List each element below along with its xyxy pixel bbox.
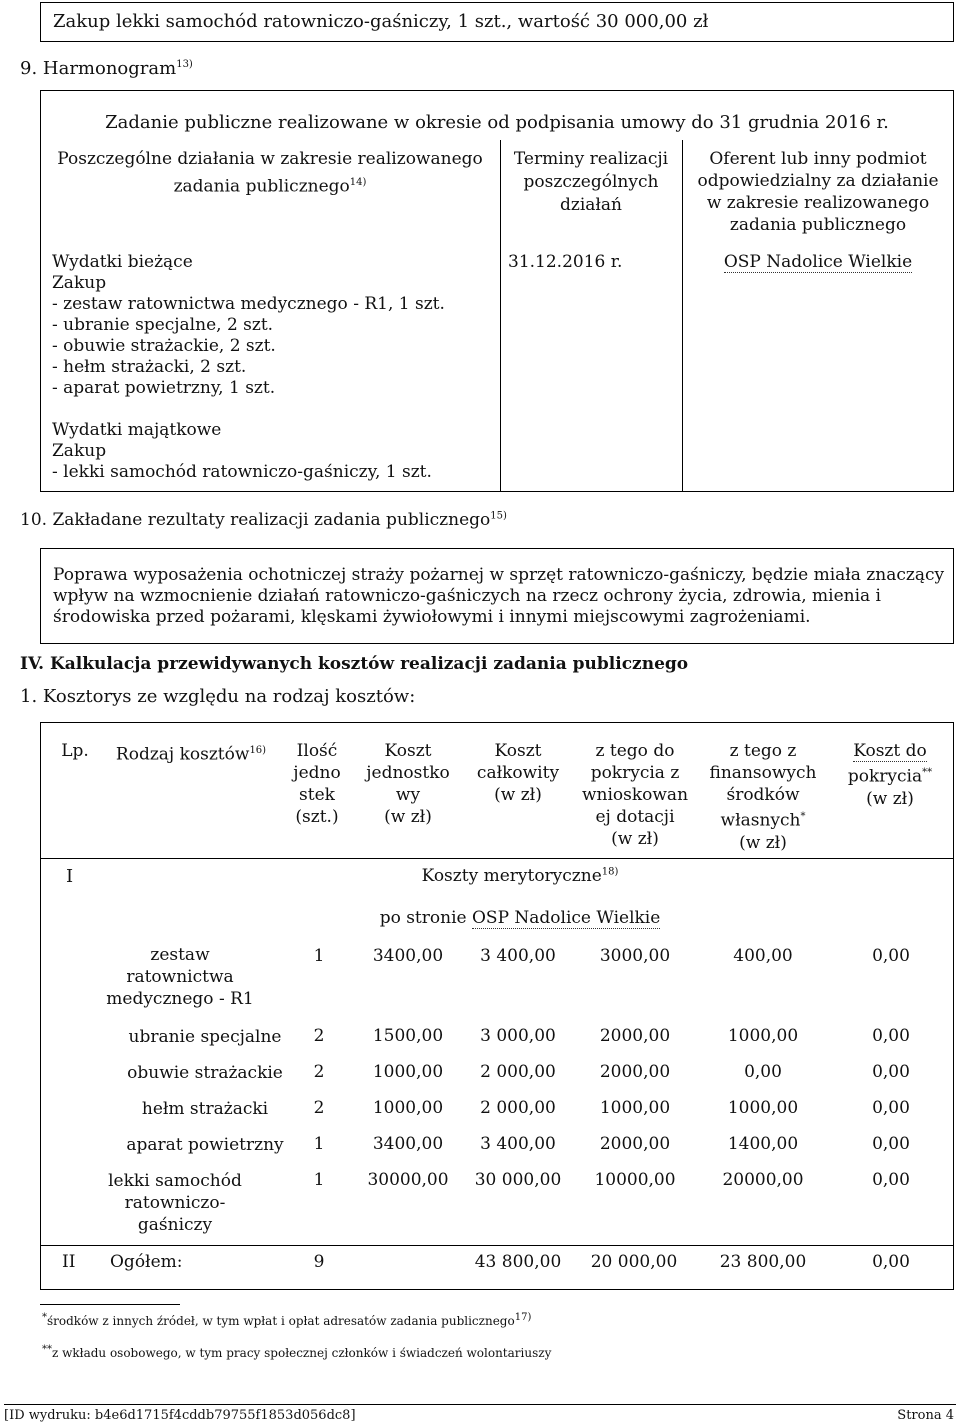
current-line: Zakup xyxy=(52,273,107,293)
col1-header-line1: Poszczególne działania w zakresie realizowanego xyxy=(57,149,483,169)
row-total: 2 000,00 xyxy=(480,1062,556,1082)
summary-other: 0,00 xyxy=(872,1252,910,1272)
row-unit: 1000,00 xyxy=(372,1098,444,1118)
row-qty: 1 xyxy=(313,946,325,966)
row-name-line: zestaw xyxy=(150,945,210,965)
col3-header-line2: odpowiedzialny za działanie xyxy=(697,171,939,191)
row-total: 3 000,00 xyxy=(480,1026,556,1046)
row-unit: 1500,00 xyxy=(372,1026,444,1046)
header-grant xyxy=(574,740,696,850)
capital-line: Zakup xyxy=(52,441,107,461)
row-own: 20000,00 xyxy=(722,1170,804,1190)
header-grant-line: pokrycia z xyxy=(590,763,680,783)
results-line: środowiska przed pożarami, klęskami żywiołowymi i innymi miejscowymi zagrożeniami. xyxy=(53,607,811,627)
row-name-line: medycznego - R1 xyxy=(106,989,254,1009)
page-number: Strona 4 xyxy=(897,1408,954,1423)
schedule-col2-header xyxy=(500,148,682,217)
results-line: Poprawa wyposażenia ochotniczej straży pożarnej w sprzęt ratowniczo-gaśniczy, będzie miała znaczący xyxy=(53,565,945,585)
row-own: 1000,00 xyxy=(727,1026,799,1046)
schedule-col3-header xyxy=(682,148,954,236)
header-qty-line: Ilość xyxy=(296,741,338,761)
footnote-2-text: z wkładu osobowego, w tym pracy społecznej członków i świadczeń wolontariuszy xyxy=(52,1346,552,1360)
summary-label: Ogółem: xyxy=(110,1252,183,1272)
summary-qty: 9 xyxy=(313,1252,325,1272)
row-own: 1400,00 xyxy=(727,1134,799,1154)
section-10-sup: 15) xyxy=(490,510,507,522)
cost-table-sep xyxy=(40,858,954,859)
header-cover-line2-text: pokrycia xyxy=(847,766,923,787)
row-grant: 1000,00 xyxy=(599,1098,671,1118)
row-grant: 10000,00 xyxy=(594,1170,676,1190)
col1-header-line2 xyxy=(40,171,500,199)
col1-header-sup: 14) xyxy=(349,177,367,188)
top-summary-text: Zakup lekki samochód ratowniczo-gaśniczy, 1 szt., wartość 30 000,00 zł xyxy=(53,11,709,32)
section-i-number: I xyxy=(66,866,74,887)
row-unit: 3400,00 xyxy=(372,1134,444,1154)
row-total: 2 000,00 xyxy=(480,1098,556,1118)
header-own-line xyxy=(700,806,826,832)
row-total: 3 400,00 xyxy=(480,1134,556,1154)
row-grant: 2000,00 xyxy=(599,1134,671,1154)
header-cover xyxy=(830,740,950,810)
footnote-1-text: środków z innych źródeł, w tym wpłat i opłat adresatów zadania publicznego xyxy=(47,1314,515,1328)
header-own xyxy=(700,740,826,854)
row-name xyxy=(100,1170,250,1236)
col3-header-line4: zadania publicznego xyxy=(729,215,907,235)
header-cover-line1 xyxy=(830,740,950,762)
section-10-title-text: 10. Zakładane rezultaty realizacji zadania publicznego xyxy=(20,510,491,530)
print-id: [ID wydruku: b4e6d1715f4cddb79755f1853d056dc8] xyxy=(4,1408,356,1423)
section-iv-subtitle: 1. Kosztorys ze względu na rodzaj kosztów: xyxy=(20,686,416,707)
row-qty: 1 xyxy=(313,1170,325,1190)
row-other: 0,00 xyxy=(872,1098,910,1118)
subsection-org: OSP Nadolice Wielkie xyxy=(471,908,661,928)
row-name-line: ratownictwa xyxy=(126,967,234,987)
row-total: 3 400,00 xyxy=(480,946,556,966)
row-grant: 3000,00 xyxy=(599,946,671,966)
row-qty: 2 xyxy=(313,1062,325,1082)
section-9-title xyxy=(20,58,193,79)
summary-grant: 20 000,00 xyxy=(590,1252,678,1272)
header-cover-sup: ** xyxy=(922,767,933,778)
header-grant-line: (w zł) xyxy=(611,829,659,849)
header-total-line: całkowity xyxy=(476,763,560,783)
row-other: 0,00 xyxy=(872,946,910,966)
row-total: 30 000,00 xyxy=(474,1170,562,1190)
row-qty: 1 xyxy=(313,1134,325,1154)
footnote-2-mark: ** xyxy=(42,1344,52,1355)
header-cover-line2 xyxy=(830,762,950,788)
current-line: - hełm strażacki, 2 szt. xyxy=(52,357,247,377)
current-line: - obuwie strażackie, 2 szt. xyxy=(52,336,276,356)
section-i-title xyxy=(340,866,700,886)
current-line: Wydatki bieżące xyxy=(52,252,193,272)
schedule-period: Zadanie publiczne realizowane w okresie od podpisania umowy do 31 grudnia 2016 r. xyxy=(105,112,889,133)
section-iv-title: IV. Kalkulacja przewidywanych kosztów realizacji zadania publicznego xyxy=(20,654,689,674)
row-name: aparat powietrzny xyxy=(126,1135,284,1155)
header-own-line: z tego z xyxy=(729,741,797,761)
schedule-date: 31.12.2016 r. xyxy=(508,252,623,272)
col2-header-line1: Terminy realizacji xyxy=(513,149,669,169)
section-10-title xyxy=(20,510,507,530)
results-text xyxy=(53,565,944,628)
header-own-line: finansowych xyxy=(709,763,817,783)
row-unit: 30000,00 xyxy=(367,1170,449,1190)
header-type xyxy=(106,740,276,766)
col2-header-line2: poszczególnych xyxy=(523,172,659,192)
row-grant: 2000,00 xyxy=(599,1062,671,1082)
section-9-title-text: 9. Harmonogram xyxy=(20,58,177,79)
header-lp: Lp. xyxy=(61,741,89,761)
header-total-line: Koszt xyxy=(494,741,542,761)
section-i-sup: 18) xyxy=(601,866,619,878)
row-grant: 2000,00 xyxy=(599,1026,671,1046)
header-own-line4: własnych xyxy=(720,810,801,831)
footnote-separator xyxy=(40,1304,180,1305)
current-line: - ubranie specjalne, 2 szt. xyxy=(52,315,274,335)
current-expenses-list xyxy=(52,252,445,399)
row-other: 0,00 xyxy=(872,1170,910,1190)
header-grant-line: z tego do xyxy=(595,741,675,761)
header-own-line: środków xyxy=(726,785,800,805)
schedule-col1-header xyxy=(40,148,500,199)
row-name-line: lekki samochód xyxy=(108,1171,242,1191)
header-cover-line1-text: Koszt do xyxy=(853,741,927,761)
header-qty xyxy=(280,740,354,828)
row-qty: 2 xyxy=(313,1098,325,1118)
header-type-sup: 16) xyxy=(249,745,267,756)
header-qty-line: (szt.) xyxy=(295,807,339,827)
row-name: obuwie strażackie xyxy=(127,1063,283,1083)
footnote-1 xyxy=(42,1312,531,1328)
responsible-org: OSP Nadolice Wielkie xyxy=(723,252,913,272)
header-unit-line: (w zł) xyxy=(384,807,432,827)
footnote-1-sup: 17) xyxy=(514,1312,532,1323)
row-qty: 2 xyxy=(313,1026,325,1046)
row-own: 0,00 xyxy=(744,1062,782,1082)
top-summary-box xyxy=(40,2,954,42)
summary-own: 23 800,00 xyxy=(719,1252,807,1272)
col3-header-line1: Oferent lub inny podmiot xyxy=(709,149,927,169)
header-unit xyxy=(356,740,460,828)
results-box xyxy=(40,548,954,644)
row-name: ubranie specjalne xyxy=(128,1027,282,1047)
current-line: - aparat powietrzny, 1 szt. xyxy=(52,378,276,398)
summary-number: II xyxy=(62,1252,76,1272)
header-unit-line: wy xyxy=(395,785,421,805)
row-unit: 3400,00 xyxy=(372,946,444,966)
footnote-1-mark: * xyxy=(42,1312,47,1323)
header-qty-line: jedno xyxy=(293,763,341,783)
row-name xyxy=(100,944,260,1010)
header-cover-line3: (w zł) xyxy=(866,788,914,809)
row-name-line: ratowniczo- xyxy=(124,1193,226,1213)
cost-table-sep xyxy=(40,1245,954,1246)
subsection-prefix: po stronie xyxy=(379,908,467,928)
section-i-title-text: Koszty merytoryczne xyxy=(421,866,602,886)
footnote-2 xyxy=(42,1344,551,1360)
capital-expenses-list xyxy=(52,420,432,483)
row-unit: 1000,00 xyxy=(372,1062,444,1082)
row-other: 0,00 xyxy=(872,1026,910,1046)
row-own: 400,00 xyxy=(733,946,793,966)
capital-line: Wydatki majątkowe xyxy=(52,420,222,440)
header-grant-line: ej dotacji xyxy=(595,807,675,827)
section-9-sup: 13) xyxy=(176,59,193,70)
schedule-responsible xyxy=(682,252,954,272)
row-name: hełm strażacki xyxy=(141,1099,269,1119)
row-own: 1000,00 xyxy=(727,1098,799,1118)
capital-line: - lekki samochód ratowniczo-gaśniczy, 1 szt. xyxy=(52,462,432,482)
row-name-line: gaśniczy xyxy=(137,1215,213,1235)
header-unit-line: jednostko xyxy=(366,763,450,783)
row-other: 0,00 xyxy=(872,1134,910,1154)
col3-header-line3: w zakresie realizowanego xyxy=(706,193,930,213)
header-unit-line: Koszt xyxy=(384,741,432,761)
header-type-text: Rodzaj kosztów xyxy=(115,744,250,765)
results-line: wpływ na wzmocnienie działań ratowniczo-gaśniczych na rzecz ochrony życia, zdrowia, mienia i xyxy=(53,586,881,606)
header-total-line: (w zł) xyxy=(494,785,542,805)
summary-total: 43 800,00 xyxy=(474,1252,562,1272)
col1-header-line2-text: zadania publicznego xyxy=(173,176,350,197)
footer-separator xyxy=(4,1404,956,1405)
header-total xyxy=(466,740,570,806)
current-line: - zestaw ratownictwa medycznego - R1, 1 szt. xyxy=(52,294,445,314)
header-own-line: (w zł) xyxy=(739,832,787,853)
subsection-title xyxy=(330,908,710,928)
col2-header-line3: działań xyxy=(559,195,622,215)
header-grant-line: wnioskowan xyxy=(581,785,689,805)
header-qty-line: stek xyxy=(299,785,335,805)
header-own-sup: * xyxy=(800,811,806,822)
row-other: 0,00 xyxy=(872,1062,910,1082)
